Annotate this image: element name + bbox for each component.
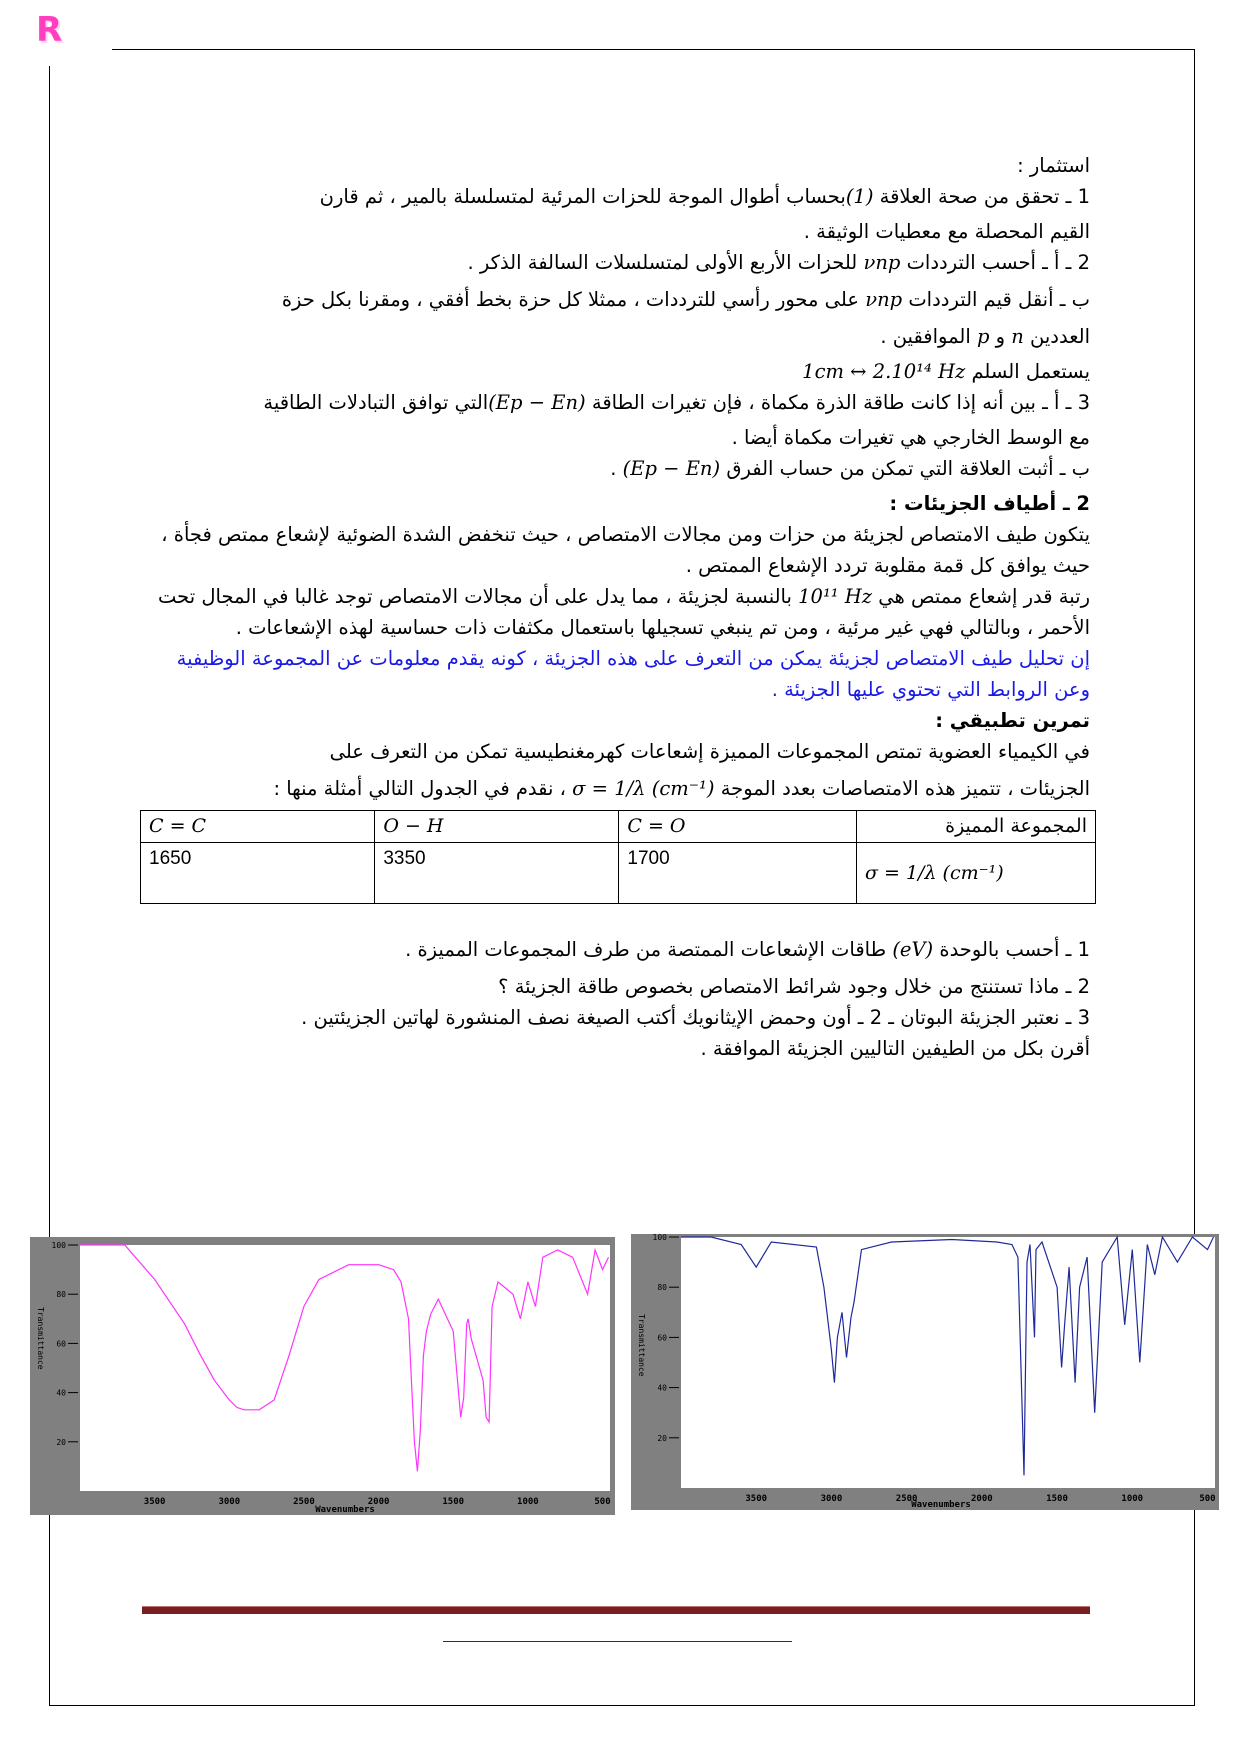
- y-tick-label: 40: [56, 1388, 66, 1398]
- x-tick-label: 1500: [1046, 1494, 1068, 1504]
- frequency-symbol: νnp: [865, 288, 903, 311]
- x-tick-label: 3000: [820, 1494, 843, 1504]
- exercise-heading: تمرين تطبيقي :: [935, 709, 1090, 732]
- question-3a: [140, 387, 1090, 418]
- question-ex-2: 2 ـ ماذا تستنتج من خلال وجود شرائط الامتصاص بخصوص طاقة الجزيئة ؟: [498, 975, 1090, 998]
- question-1: [140, 181, 1090, 212]
- x-tick-label: 500: [594, 1497, 611, 1507]
- question-2a: [140, 247, 1090, 278]
- table-row: [141, 843, 1096, 904]
- text: 2 ـ أ ـ أحسب الترددات: [906, 251, 1090, 274]
- document-body: [140, 150, 1090, 1064]
- question-1-cont: القيم المحصلة مع معطيات الوثيقة .: [803, 220, 1090, 243]
- y-tick-label: 20: [657, 1433, 667, 1443]
- ir-spectrum-left: [30, 1237, 615, 1515]
- text: طاقات الإشعاعات الممتصة من طرف المجموعات المميزة .: [405, 938, 887, 961]
- text: 1 ـ أحسب بالوحدة: [939, 938, 1090, 961]
- symbol-p: p: [976, 325, 990, 348]
- paragraph-3: إن تحليل طيف الامتصاص لجزيئة يمكن من التعرف على هذه الجزيئة ، كونه يقدم معلومات عن المجموعة الوظيفية وعن الروابط التي تحتوي عليها الجزيئة .: [176, 647, 1090, 701]
- energy-difference: (Ep − En): [488, 391, 586, 414]
- table-header-label: المجموعة المميزة: [857, 811, 1096, 843]
- text: للحزات الأربع الأولى لمتسلسلات السالفة الذكر .: [467, 251, 858, 274]
- text: ب ـ أثبت العلاقة التي تمكن من حساب الفرق: [726, 457, 1090, 480]
- question-ex-4: أقرن بكل من الطيفين التاليين الجزيئة الموافقة .: [700, 1037, 1090, 1060]
- ir-spectrum-right: [631, 1234, 1219, 1510]
- question-2b-cont: [140, 321, 1090, 352]
- y-tick-label: 60: [657, 1333, 667, 1343]
- group-cc: C = C: [149, 815, 207, 837]
- x-tick-label: 3500: [745, 1494, 768, 1504]
- table-cell: [375, 811, 619, 843]
- y-tick-label: 100: [652, 1234, 667, 1242]
- x-tick-label: 3500: [143, 1497, 166, 1507]
- text: التي توافق التبادلات الطاقية: [263, 391, 489, 414]
- energy-difference: (Ep − En): [622, 457, 721, 480]
- group-oh: O − H: [383, 815, 444, 837]
- page-frame-bottom: [49, 1705, 1195, 1706]
- table-cell: [619, 811, 857, 843]
- text: بحساب أطوال الموجة للحزات المرئية لمتسلسلة بالمير ، ثم قارن: [319, 185, 846, 208]
- question-2b: [140, 284, 1090, 315]
- text: يستعمل السلم: [971, 360, 1090, 383]
- table-cell: 1700: [619, 843, 857, 904]
- y-axis-label: Transmittance: [637, 1314, 646, 1377]
- text: الجزيئات ، تتميز هذه الامتصاصات بعدد الموجة: [720, 777, 1090, 800]
- groups-table: [140, 810, 1096, 904]
- text: رتبة قدر إشعاع ممتص هي: [878, 585, 1090, 608]
- x-axis-label: Wavenumbers: [911, 1500, 971, 1510]
- paragraph-5: [140, 773, 1090, 804]
- text: العددين: [1030, 325, 1090, 348]
- footer-link-underline: [443, 1641, 792, 1642]
- x-tick-label: 2000: [971, 1494, 993, 1504]
- text: ، نقدم في الجدول التالي أمثلة منها :: [273, 777, 566, 800]
- x-tick-label: 500: [1199, 1494, 1216, 1504]
- footer-rule: [142, 1606, 1090, 1614]
- table-cell: 1650: [141, 843, 375, 904]
- equation-ref: (1): [845, 185, 874, 208]
- text: بالنسبة لجزيئة ، مما يدل على أن مجالات الامتصاص توجد غالبا في المجال تحت الأحمر ، وبالتالي فهي غير مرئية ، ومن تم ينبغي تسجيلها باستعمال مكثفات ذات حساسية لهذه الإشعاعات .: [157, 585, 1090, 639]
- y-tick-label: 80: [56, 1290, 66, 1300]
- paragraph-4: في الكيمياء العضوية تمتص المجموعات المميزة إشعاعات كهرمغنطيسية تمكن من التعرف على: [329, 740, 1090, 763]
- table-cell: [141, 811, 375, 843]
- text: الموافقين .: [880, 325, 971, 348]
- question-3a-cont: مع الوسط الخارجي هي تغيرات مكماة أيضا .: [731, 426, 1090, 449]
- x-tick-label: 1000: [517, 1497, 539, 1507]
- frequency-order: 10¹¹ Hz: [798, 585, 873, 608]
- question-ex-1: [140, 934, 1090, 965]
- scale-line: [140, 356, 1090, 387]
- x-tick-label: 2500: [293, 1497, 315, 1507]
- y-axis-label: Transmittance: [36, 1307, 45, 1370]
- table-cell: 3350: [375, 843, 619, 904]
- x-tick-label: 3000: [218, 1497, 241, 1507]
- wavenumber-formula: σ = 1/λ (cm⁻¹): [865, 861, 1004, 884]
- y-tick-label: 20: [56, 1437, 66, 1447]
- page-frame-top: [112, 49, 1195, 50]
- y-tick-label: 40: [657, 1383, 667, 1393]
- x-axis-label: Wavenumbers: [315, 1505, 375, 1515]
- group-co: C = O: [627, 815, 686, 837]
- exploitation-heading: استثمار :: [1017, 154, 1090, 177]
- text: و: [995, 325, 1006, 348]
- scale-formula: 1cm ↔ 2.10¹⁴ Hz: [802, 360, 966, 383]
- y-tick-label: 100: [51, 1241, 66, 1250]
- section-heading: 2 ـ أطياف الجزيئات :: [889, 492, 1090, 515]
- y-tick-label: 80: [657, 1283, 667, 1293]
- text: ب ـ أنقل قيم الترددات: [908, 288, 1090, 311]
- text: .: [610, 457, 617, 480]
- paragraph-2: [140, 581, 1090, 643]
- table-row: [141, 811, 1096, 843]
- paragraph-1: يتكون طيف الامتصاص لجزيئة من حزات ومن مجالات الامتصاص ، حيث تنخفض الشدة الضوئية لإشعاع ممتص فجأة ، حيث يوافق كل قمة مقلوبة تردد الإشعاع الممتص .: [161, 523, 1090, 577]
- x-tick-label: 1500: [442, 1497, 465, 1507]
- logo-r: R: [36, 10, 63, 50]
- text: على محور رأسي للترددات ، ممثلا كل حزة بخط أفقي ، ومقرنا بكل حزة: [281, 288, 860, 311]
- wavenumber-formula: σ = 1/λ (cm⁻¹): [572, 777, 715, 800]
- x-tick-label: 1000: [1121, 1494, 1144, 1504]
- frequency-symbol: νnp: [863, 251, 901, 274]
- text: 3 ـ أ ـ بين أنه إذا كانت طاقة الذرة مكماة ، فإن تغيرات الطاقة: [591, 391, 1090, 414]
- table-row-label: [857, 843, 1096, 904]
- unit-ev: (eV): [892, 938, 934, 961]
- x-tick-label: 2000: [367, 1497, 390, 1507]
- y-tick-label: 60: [56, 1339, 66, 1349]
- x-tick-label: 2500: [895, 1494, 918, 1504]
- question-3b: [140, 453, 1090, 484]
- question-ex-3: 3 ـ نعتبر الجزيئة البوتان ـ 2 ـ أون وحمض الإيثانويك أكتب الصيغة نصف المنشورة لهاتين الجزيئتين .: [301, 1006, 1090, 1029]
- text: 1 ـ تحقق من صحة العلاقة: [879, 185, 1090, 208]
- symbol-n: n: [1011, 325, 1024, 348]
